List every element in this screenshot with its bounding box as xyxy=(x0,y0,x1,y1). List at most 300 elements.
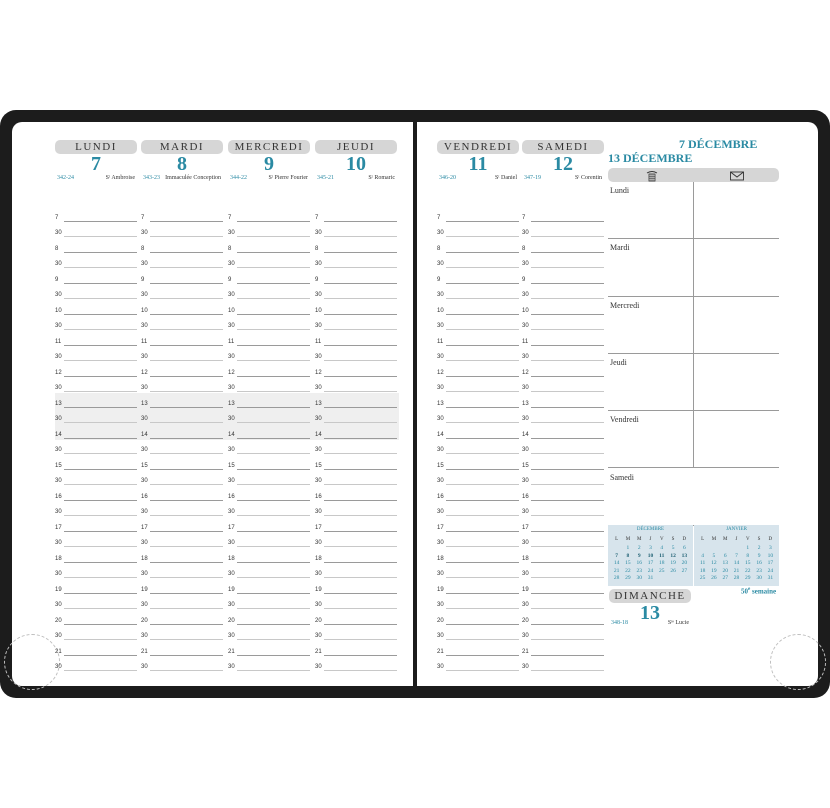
half-hour-line[interactable] xyxy=(437,409,519,425)
writing-line xyxy=(64,376,137,377)
hour-line[interactable] xyxy=(141,548,223,564)
half-hour-line[interactable] xyxy=(437,595,519,611)
hour-label: 11 xyxy=(522,338,529,345)
hour-line[interactable] xyxy=(228,579,310,595)
hour-line[interactable] xyxy=(522,362,604,378)
half-hour-line[interactable] xyxy=(55,347,137,363)
calendar-date: 10 xyxy=(767,552,774,559)
hour-line[interactable] xyxy=(315,579,397,595)
hour-line[interactable] xyxy=(522,610,604,626)
half-hour-line[interactable] xyxy=(522,254,604,270)
writing-line xyxy=(237,515,310,516)
hour-label: 11 xyxy=(437,338,444,345)
hour-label: 11 xyxy=(55,338,62,345)
half-hour-line[interactable] xyxy=(437,657,519,673)
writing-line xyxy=(324,484,397,485)
half-hour-line[interactable] xyxy=(437,471,519,487)
calendar-date: 5 xyxy=(712,552,716,559)
calendar-date: 6 xyxy=(682,545,686,551)
half-hour-line[interactable] xyxy=(522,378,604,394)
hour-line[interactable] xyxy=(55,548,137,564)
hour-line[interactable] xyxy=(141,331,223,347)
half-hour-line[interactable] xyxy=(437,223,519,239)
half-hour-line[interactable] xyxy=(228,409,310,425)
hour-label: 17 xyxy=(55,524,62,531)
hour-label: 14 xyxy=(522,431,529,438)
half-hour-line[interactable] xyxy=(437,316,519,332)
notes-day-box[interactable] xyxy=(608,411,779,468)
hour-label: 30 xyxy=(55,292,62,298)
half-hour-line[interactable] xyxy=(228,440,310,456)
hour-label: 30 xyxy=(522,447,529,453)
writing-line xyxy=(531,314,604,315)
notes-day-box[interactable] xyxy=(608,469,779,526)
hour-line[interactable] xyxy=(55,641,137,657)
half-hour-line[interactable] xyxy=(522,316,604,332)
hour-line[interactable] xyxy=(522,641,604,657)
half-hour-line[interactable] xyxy=(228,223,310,239)
half-hour-line[interactable] xyxy=(228,533,310,549)
calendar-date: 5 xyxy=(671,545,675,551)
writing-line xyxy=(446,624,519,625)
hour-label: 30 xyxy=(522,602,529,608)
calendar-date: 28 xyxy=(733,575,740,581)
half-hour-line[interactable] xyxy=(228,254,310,270)
hour-line[interactable] xyxy=(141,486,223,502)
hour-label: 30 xyxy=(522,540,529,546)
hour-label: 18 xyxy=(228,555,235,562)
half-hour-line[interactable] xyxy=(228,285,310,301)
writing-line xyxy=(531,298,604,299)
hour-label: 30 xyxy=(141,509,148,515)
hour-label: 30 xyxy=(315,478,322,484)
weekday-letter: S xyxy=(671,537,675,542)
half-hour-line[interactable] xyxy=(55,409,137,425)
half-hour-line[interactable] xyxy=(55,378,137,394)
half-hour-line[interactable] xyxy=(437,533,519,549)
hour-label: 30 xyxy=(228,633,235,639)
writing-line xyxy=(64,236,137,237)
writing-line xyxy=(64,345,137,346)
half-hour-line[interactable] xyxy=(228,471,310,487)
hour-line[interactable] xyxy=(522,300,604,316)
writing-line xyxy=(324,329,397,330)
half-hour-line[interactable] xyxy=(437,502,519,518)
half-hour-line[interactable] xyxy=(315,564,397,580)
writing-line xyxy=(446,329,519,330)
hour-line[interactable] xyxy=(522,548,604,564)
weekday-letter: L xyxy=(615,537,619,542)
hour-label: 30 xyxy=(228,323,235,329)
notes-day-label: Mercredi xyxy=(610,300,640,310)
hour-label: 19 xyxy=(141,586,148,593)
hour-label: 15 xyxy=(437,462,444,469)
half-hour-line[interactable] xyxy=(437,564,519,580)
hour-label: 30 xyxy=(141,602,148,608)
hour-line[interactable] xyxy=(522,579,604,595)
hour-line[interactable] xyxy=(437,548,519,564)
writing-line xyxy=(531,515,604,516)
half-hour-line[interactable] xyxy=(55,564,137,580)
hour-line[interactable] xyxy=(315,424,397,440)
writing-line xyxy=(64,546,137,547)
hour-label: 7 xyxy=(315,214,319,221)
hour-line[interactable] xyxy=(55,207,137,223)
calendar-date: 31 xyxy=(647,575,654,581)
writing-line xyxy=(150,314,223,315)
half-hour-line[interactable] xyxy=(141,533,223,549)
hour-label: 30 xyxy=(437,354,444,360)
hour-line[interactable] xyxy=(141,238,223,254)
half-hour-line[interactable] xyxy=(55,471,137,487)
hour-label: 19 xyxy=(228,586,235,593)
hour-line[interactable] xyxy=(522,517,604,533)
writing-line xyxy=(237,639,310,640)
half-hour-line[interactable] xyxy=(141,285,223,301)
half-hour-line[interactable] xyxy=(141,595,223,611)
calendar-date: 19 xyxy=(711,567,717,574)
hour-line[interactable] xyxy=(437,331,519,347)
half-hour-line[interactable] xyxy=(55,254,137,270)
writing-line xyxy=(531,531,604,532)
half-hour-line[interactable] xyxy=(522,471,604,487)
half-hour-line[interactable] xyxy=(228,657,310,673)
writing-line xyxy=(150,422,223,423)
half-hour-line[interactable] xyxy=(141,223,223,239)
hour-line[interactable] xyxy=(228,238,310,254)
hour-line[interactable] xyxy=(522,269,604,285)
hour-line[interactable] xyxy=(55,238,137,254)
half-hour-line[interactable] xyxy=(55,657,137,673)
calendar-date: 19 xyxy=(670,560,676,566)
hour-line[interactable] xyxy=(437,269,519,285)
writing-line xyxy=(531,624,604,625)
half-hour-line[interactable] xyxy=(437,347,519,363)
half-hour-line[interactable] xyxy=(437,440,519,456)
half-hour-line[interactable] xyxy=(315,285,397,301)
half-hour-line[interactable] xyxy=(315,471,397,487)
notes-day-box[interactable] xyxy=(608,182,779,239)
half-hour-line[interactable] xyxy=(522,347,604,363)
hour-line[interactable] xyxy=(141,269,223,285)
hour-line[interactable] xyxy=(437,300,519,316)
notes-day-box[interactable] xyxy=(608,239,779,296)
hour-line[interactable] xyxy=(437,486,519,502)
half-hour-line[interactable] xyxy=(522,502,604,518)
writing-line xyxy=(150,562,223,563)
half-hour-line[interactable] xyxy=(55,595,137,611)
hour-line[interactable] xyxy=(55,486,137,502)
week-start-date: 7 DÉCEMBRE xyxy=(679,137,758,151)
hour-label: 15 xyxy=(228,462,235,469)
half-hour-line[interactable] xyxy=(55,285,137,301)
writing-line xyxy=(446,608,519,609)
writing-line xyxy=(150,577,223,578)
hour-line[interactable] xyxy=(55,362,137,378)
writing-line xyxy=(324,283,397,284)
half-hour-line[interactable] xyxy=(55,440,137,456)
hour-label: 30 xyxy=(55,416,62,422)
half-hour-line[interactable] xyxy=(55,502,137,518)
writing-line xyxy=(237,484,310,485)
writing-line xyxy=(531,236,604,237)
half-hour-line[interactable] xyxy=(141,657,223,673)
notes-day-box[interactable] xyxy=(608,297,779,354)
hour-line[interactable] xyxy=(437,424,519,440)
day-info xyxy=(228,175,310,185)
hour-label: 30 xyxy=(522,385,529,391)
hour-line[interactable] xyxy=(315,486,397,502)
hour-line[interactable] xyxy=(228,424,310,440)
half-hour-line[interactable] xyxy=(315,347,397,363)
hour-line[interactable] xyxy=(228,455,310,471)
hour-line[interactable] xyxy=(228,362,310,378)
hour-line[interactable] xyxy=(315,362,397,378)
writing-line xyxy=(64,469,137,470)
hour-label: 30 xyxy=(228,354,235,360)
hour-label: 30 xyxy=(55,230,62,236)
writing-line xyxy=(64,624,137,625)
half-hour-line[interactable] xyxy=(228,564,310,580)
hour-line[interactable] xyxy=(315,238,397,254)
half-hour-line[interactable] xyxy=(522,533,604,549)
half-hour-line[interactable] xyxy=(522,657,604,673)
hour-line[interactable] xyxy=(522,207,604,223)
hour-line[interactable] xyxy=(522,393,604,409)
calendar-date: 25 xyxy=(699,575,706,581)
writing-line xyxy=(150,453,223,454)
hour-line[interactable] xyxy=(55,331,137,347)
hour-line[interactable] xyxy=(437,238,519,254)
hour-line[interactable] xyxy=(522,238,604,254)
writing-line xyxy=(446,670,519,671)
notes-day-box[interactable] xyxy=(608,354,779,411)
hour-line[interactable] xyxy=(315,548,397,564)
half-hour-line[interactable] xyxy=(141,502,223,518)
hour-line[interactable] xyxy=(437,393,519,409)
writing-line xyxy=(324,469,397,470)
writing-line xyxy=(150,500,223,501)
hour-line[interactable] xyxy=(522,486,604,502)
half-hour-line[interactable] xyxy=(522,223,604,239)
hour-line[interactable] xyxy=(141,207,223,223)
hour-label: 30 xyxy=(437,509,444,515)
half-hour-line[interactable] xyxy=(228,347,310,363)
writing-line xyxy=(237,593,310,594)
half-hour-line[interactable] xyxy=(315,440,397,456)
writing-line xyxy=(64,515,137,516)
hour-label: 15 xyxy=(55,462,62,469)
hour-line[interactable] xyxy=(141,579,223,595)
calendar-date: 26 xyxy=(670,567,676,574)
half-hour-line[interactable] xyxy=(315,657,397,673)
hour-label: 30 xyxy=(141,230,148,236)
half-hour-line[interactable] xyxy=(315,533,397,549)
saint-name: Immaculée Conception xyxy=(165,175,221,181)
half-hour-line[interactable] xyxy=(522,285,604,301)
half-hour-line[interactable] xyxy=(315,254,397,270)
writing-line xyxy=(150,438,223,439)
writing-line xyxy=(531,438,604,439)
half-hour-line[interactable] xyxy=(55,316,137,332)
hour-label: 21 xyxy=(55,648,62,655)
half-hour-line[interactable] xyxy=(141,409,223,425)
day-header xyxy=(437,140,519,185)
hour-line[interactable] xyxy=(437,517,519,533)
half-hour-line[interactable] xyxy=(315,626,397,642)
hour-line[interactable] xyxy=(228,641,310,657)
weekday-letter: J xyxy=(649,537,652,542)
writing-line xyxy=(446,422,519,423)
hour-line[interactable] xyxy=(315,517,397,533)
half-hour-line[interactable] xyxy=(141,378,223,394)
hour-line[interactable] xyxy=(315,641,397,657)
hour-line[interactable] xyxy=(55,393,137,409)
writing-line xyxy=(446,453,519,454)
hour-line[interactable] xyxy=(55,455,137,471)
writing-line xyxy=(531,670,604,671)
half-hour-line[interactable] xyxy=(55,626,137,642)
half-hour-line[interactable] xyxy=(55,223,137,239)
hour-line[interactable] xyxy=(228,517,310,533)
half-hour-line[interactable] xyxy=(141,254,223,270)
hour-line[interactable] xyxy=(522,331,604,347)
hour-line[interactable] xyxy=(437,207,519,223)
half-hour-line[interactable] xyxy=(315,316,397,332)
hour-label: 30 xyxy=(228,509,235,515)
calendar-date xyxy=(611,545,622,553)
half-hour-line[interactable] xyxy=(522,626,604,642)
hour-line[interactable] xyxy=(141,424,223,440)
hour-label: 30 xyxy=(437,385,444,391)
hour-line[interactable] xyxy=(141,610,223,626)
hour-line[interactable] xyxy=(315,331,397,347)
hour-line[interactable] xyxy=(141,300,223,316)
half-hour-line[interactable] xyxy=(228,595,310,611)
hour-line[interactable] xyxy=(315,393,397,409)
half-hour-line[interactable] xyxy=(315,378,397,394)
half-hour-line[interactable] xyxy=(141,440,223,456)
notes-day-label: Mardi xyxy=(610,243,630,253)
hour-line[interactable] xyxy=(315,269,397,285)
half-hour-line[interactable] xyxy=(437,254,519,270)
writing-line xyxy=(324,360,397,361)
half-hour-line[interactable] xyxy=(315,409,397,425)
hour-line[interactable] xyxy=(315,610,397,626)
hour-line[interactable] xyxy=(141,362,223,378)
weekday-letter: M xyxy=(636,537,642,542)
half-hour-line[interactable] xyxy=(522,440,604,456)
hour-line[interactable] xyxy=(141,517,223,533)
half-hour-line[interactable] xyxy=(228,502,310,518)
hour-line[interactable] xyxy=(228,331,310,347)
hour-line[interactable] xyxy=(315,207,397,223)
hour-line[interactable] xyxy=(522,424,604,440)
hour-label: 10 xyxy=(55,307,62,314)
hour-line[interactable] xyxy=(228,486,310,502)
hour-line[interactable] xyxy=(315,455,397,471)
hour-line[interactable] xyxy=(55,269,137,285)
hour-line[interactable] xyxy=(437,455,519,471)
hour-line[interactable] xyxy=(228,393,310,409)
hour-line[interactable] xyxy=(55,610,137,626)
half-hour-line[interactable] xyxy=(141,471,223,487)
calendar-date xyxy=(720,545,731,553)
calendar-date: 30 xyxy=(636,575,642,581)
half-hour-line[interactable] xyxy=(522,564,604,580)
hour-line[interactable] xyxy=(228,610,310,626)
writing-line xyxy=(237,236,310,237)
writing-line xyxy=(237,407,310,408)
hour-line[interactable] xyxy=(55,300,137,316)
hour-line[interactable] xyxy=(141,455,223,471)
hour-label: 17 xyxy=(228,524,235,531)
hour-line[interactable] xyxy=(315,300,397,316)
hour-label: 30 xyxy=(228,478,235,484)
hour-label: 30 xyxy=(228,261,235,267)
notes-day-label: Lundi xyxy=(610,186,630,195)
half-hour-line[interactable] xyxy=(228,626,310,642)
half-hour-line[interactable] xyxy=(141,564,223,580)
page-corner-left xyxy=(4,634,60,690)
hour-line[interactable] xyxy=(437,610,519,626)
half-hour-line[interactable] xyxy=(522,595,604,611)
hour-line[interactable] xyxy=(522,455,604,471)
half-hour-line[interactable] xyxy=(437,285,519,301)
half-hour-line[interactable] xyxy=(315,502,397,518)
saint-name: Sᵗ Daniel xyxy=(495,175,517,181)
hour-line[interactable] xyxy=(228,548,310,564)
half-hour-line[interactable] xyxy=(141,347,223,363)
half-hour-line[interactable] xyxy=(315,595,397,611)
writing-line xyxy=(531,407,604,408)
hour-label: 30 xyxy=(228,230,235,236)
day-header xyxy=(141,140,223,185)
hour-line[interactable] xyxy=(55,579,137,595)
half-hour-line[interactable] xyxy=(315,223,397,239)
half-hour-line[interactable] xyxy=(522,409,604,425)
half-hour-line[interactable] xyxy=(228,378,310,394)
hour-label: 20 xyxy=(437,617,444,624)
writing-line xyxy=(324,500,397,501)
half-hour-line[interactable] xyxy=(228,316,310,332)
half-hour-line[interactable] xyxy=(437,626,519,642)
hour-line[interactable] xyxy=(228,207,310,223)
half-hour-line[interactable] xyxy=(437,378,519,394)
writing-line xyxy=(324,655,397,656)
hour-line[interactable] xyxy=(55,424,137,440)
hour-line[interactable] xyxy=(141,641,223,657)
hour-line[interactable] xyxy=(437,641,519,657)
hour-label: 9 xyxy=(228,276,232,283)
hour-line[interactable] xyxy=(141,393,223,409)
half-hour-line[interactable] xyxy=(141,626,223,642)
writing-line xyxy=(237,422,310,423)
writing-line xyxy=(64,422,137,423)
writing-line xyxy=(324,639,397,640)
week-number: 50e semaine xyxy=(741,587,777,596)
day-number: 12 xyxy=(553,153,573,175)
writing-line xyxy=(150,655,223,656)
half-hour-line[interactable] xyxy=(141,316,223,332)
writing-line xyxy=(446,376,519,377)
half-hour-line[interactable] xyxy=(55,533,137,549)
hour-line[interactable] xyxy=(437,579,519,595)
hour-line[interactable] xyxy=(228,300,310,316)
hour-line[interactable] xyxy=(437,362,519,378)
hour-line[interactable] xyxy=(55,517,137,533)
hour-line[interactable] xyxy=(228,269,310,285)
